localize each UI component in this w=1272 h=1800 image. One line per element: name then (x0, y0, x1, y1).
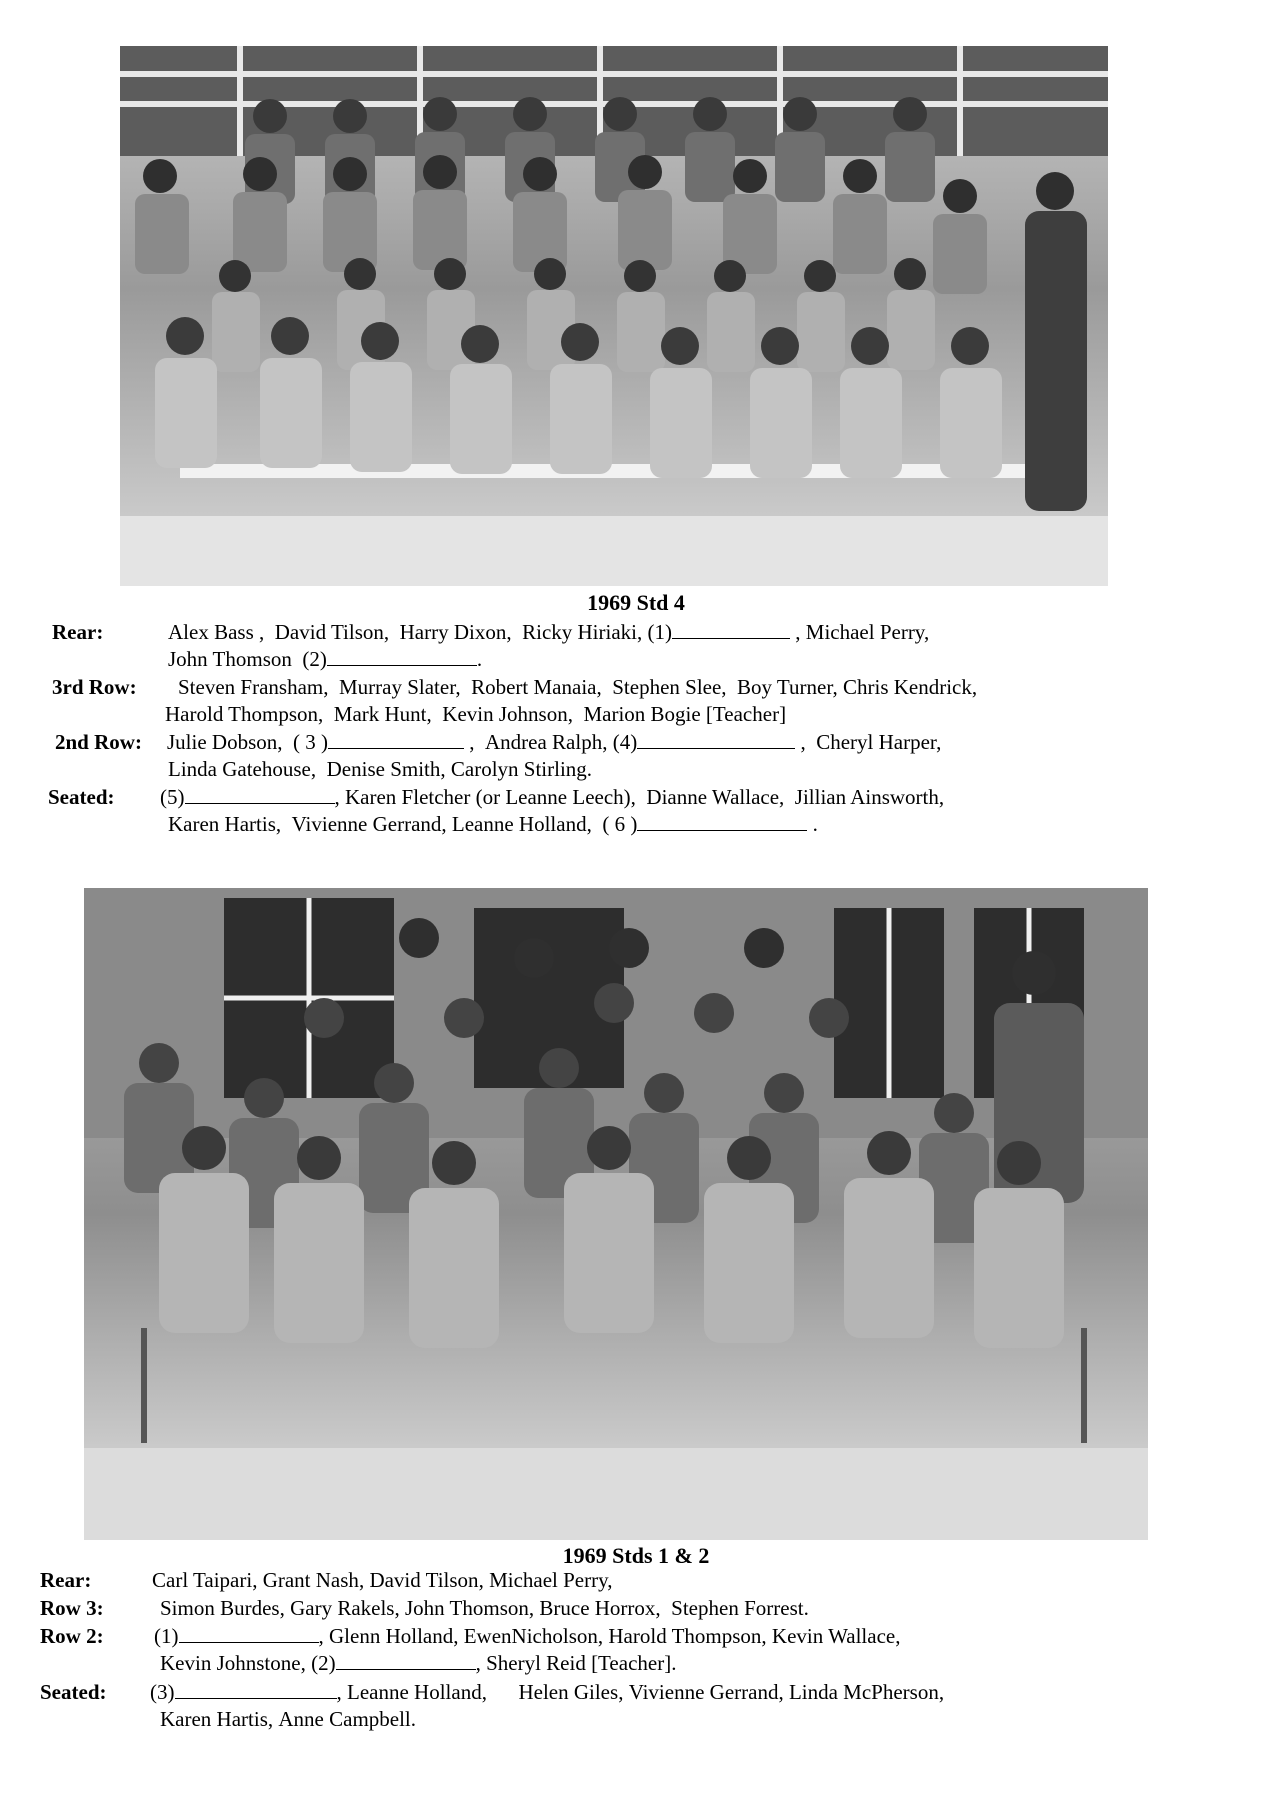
person-name: Bruce Horrox (539, 1596, 656, 1620)
row-label-text: Seated (40, 1680, 100, 1704)
person-name: Michael Perry (805, 620, 924, 644)
person-name: Ricky Hiriaki (522, 620, 638, 644)
person-name: Leanne Holland (347, 1680, 482, 1704)
row-label: 3rd Row: (52, 675, 137, 699)
person-name: Murray Slater (338, 675, 456, 699)
name-line: (3) , Leanne Holland, Helen Giles, Vivienne Gerrand, Linda McPherson, (150, 1680, 945, 1704)
row-label: Row 2: (40, 1624, 104, 1648)
person-name: Linda McPherson (788, 1680, 939, 1704)
name-line: Kevin Johnstone, (2) , Sheryl Reid [Teacher]. (160, 1651, 677, 1675)
person-name: Harold Thompson (165, 702, 319, 726)
unknown-name-blank (637, 814, 807, 831)
row-label: Row 3: (40, 1596, 104, 1620)
person-name: (1) (647, 620, 673, 644)
person-name: Carolyn Stirling (450, 757, 587, 781)
row-label: Rear: (40, 1568, 92, 1592)
person-name: David Tilson (369, 1568, 479, 1592)
row-label-text: Seated (48, 785, 108, 809)
name-line: Simon Burdes, Gary Rakels, John Thomson, Bruce Horrox, Stephen Forrest. (160, 1596, 809, 1620)
person-name: Simon Burdes (160, 1596, 280, 1620)
person-name: (3) (150, 1680, 175, 1704)
person-name: Leanne Holland (451, 812, 587, 836)
person-name: Chris Kendrick (842, 675, 972, 699)
person-name: (5) (160, 785, 185, 809)
name-line: Karen Hartis, Vivienne Gerrand, Leanne Holland, ( 6 ) . (168, 812, 818, 836)
person-name: Boy Turner (737, 675, 833, 699)
row-label-text: 2nd Row (55, 730, 135, 754)
person-name: Stephen Slee (612, 675, 722, 699)
person-name: Karen Fletcher (or Leanne Leech) (345, 785, 631, 809)
unknown-name-blank (179, 1626, 319, 1643)
person-name: Karen Hartis (168, 812, 276, 836)
person-name: Stephen Forrest (671, 1596, 804, 1620)
person-name: Harold Thompson (608, 1624, 762, 1648)
person-name: Vivienne Gerrand (628, 1680, 779, 1704)
name-line: Carl Taipari, Grant Nash, David Tilson, Michael Perry, (152, 1568, 613, 1592)
class-photo-stds-1-2 (84, 888, 1148, 1540)
class-photo-std4 (120, 46, 1108, 586)
person-name: Robert Manaia (471, 675, 597, 699)
unknown-name-blank (637, 732, 795, 749)
row-label-text: Row 3 (40, 1596, 97, 1620)
name-line: (1) , Glenn Holland, EwenNicholson, Harold Thompson, Kevin Wallace, (154, 1624, 901, 1648)
name-line: Steven Fransham, Murray Slater, Robert Manaia, Stephen Slee, Boy Turner, Chris Kendrick, (178, 675, 978, 699)
person-name: Anne Campbell (278, 1707, 411, 1731)
person-name: Julie Dobson (167, 730, 278, 754)
person-name: (1) (154, 1624, 179, 1648)
name-line: (5) , Karen Fletcher (or Leanne Leech), Dianne Wallace, Jillian Ainsworth, (160, 785, 945, 809)
name-line: Linda Gatehouse, Denise Smith, Carolyn Stirling. (168, 757, 593, 781)
person-name: Gary Rakels (290, 1596, 395, 1620)
unknown-name-blank (336, 1653, 476, 1670)
person-name: Jillian Ainsworth (794, 785, 939, 809)
person-name: Karen Hartis (160, 1707, 268, 1731)
unknown-name-blank (185, 787, 335, 804)
name-line: Harold Thompson, Mark Hunt, Kevin Johnson, Marion Bogie [Teacher] (165, 702, 787, 726)
person-name: Andrea Ralph (485, 730, 603, 754)
person-name: Carl Taipari (152, 1568, 253, 1592)
name-line: Karen Hartis, Anne Campbell. (160, 1707, 417, 1731)
photo-caption: 1969 Std 4 (587, 590, 685, 615)
person-name: ( 6 ) (602, 812, 638, 836)
person-name: Cheryl Harper (816, 730, 937, 754)
row-label-text: Rear (52, 620, 97, 644)
photo-caption: 1969 Stds 1 & 2 (562, 1543, 710, 1568)
person-name: Harry Dixon (399, 620, 507, 644)
unknown-name-blank (327, 649, 477, 666)
person-name: Dianne Wallace (646, 785, 780, 809)
person-name: ( 3 ) (293, 730, 328, 754)
row-label-text: Rear (40, 1568, 85, 1592)
row-label: Seated: (48, 785, 115, 809)
row-label-text: Row 2 (40, 1624, 97, 1648)
person-name: Kevin Wallace (771, 1624, 896, 1648)
person-name: Grant Nash (262, 1568, 359, 1592)
person-name: Linda Gatehouse (168, 757, 311, 781)
row-label: Seated: (40, 1680, 107, 1704)
row-label: 2nd Row: (55, 730, 142, 754)
person-name: Steven Fransham (178, 675, 324, 699)
unknown-name-blank (672, 622, 790, 639)
person-name: John Thomson (404, 1596, 529, 1620)
row-label: Rear: (52, 620, 104, 644)
person-name: (4) (612, 730, 638, 754)
unknown-name-blank (328, 732, 464, 749)
person-name: Sheryl Reid [Teacher] (486, 1651, 672, 1675)
person-name: Kevin Johnstone (160, 1651, 301, 1675)
row-label-text: 3rd Row (52, 675, 130, 699)
name-line: John Thomson (2) . (168, 647, 483, 671)
name-line: Julie Dobson, ( 3 ) , Andrea Ralph, (4) , Cheryl Harper, (167, 730, 942, 754)
unknown-name-blank (175, 1682, 337, 1699)
person-name: John Thomson (168, 647, 292, 671)
person-name: Michael Perry (489, 1568, 608, 1592)
person-name: Kevin Johnson (442, 702, 568, 726)
person-name: David Tilson (274, 620, 384, 644)
person-name: Glenn Holland (329, 1624, 454, 1648)
person-name: Mark Hunt (333, 702, 427, 726)
person-name: Vivienne Gerrand (291, 812, 442, 836)
person-name: (2) (302, 647, 327, 671)
person-name: Denise Smith (326, 757, 441, 781)
person-name: EwenNicholson (463, 1624, 598, 1648)
person-name: (2) (311, 1651, 336, 1675)
person-name: Alex Bass (168, 620, 254, 644)
name-line: Alex Bass , David Tilson, Harry Dixon, Ricky Hiriaki, (1) , Michael Perry, (168, 620, 930, 644)
person-name: Helen Giles (518, 1680, 619, 1704)
person-name: Marion Bogie [Teacher] (583, 702, 787, 726)
